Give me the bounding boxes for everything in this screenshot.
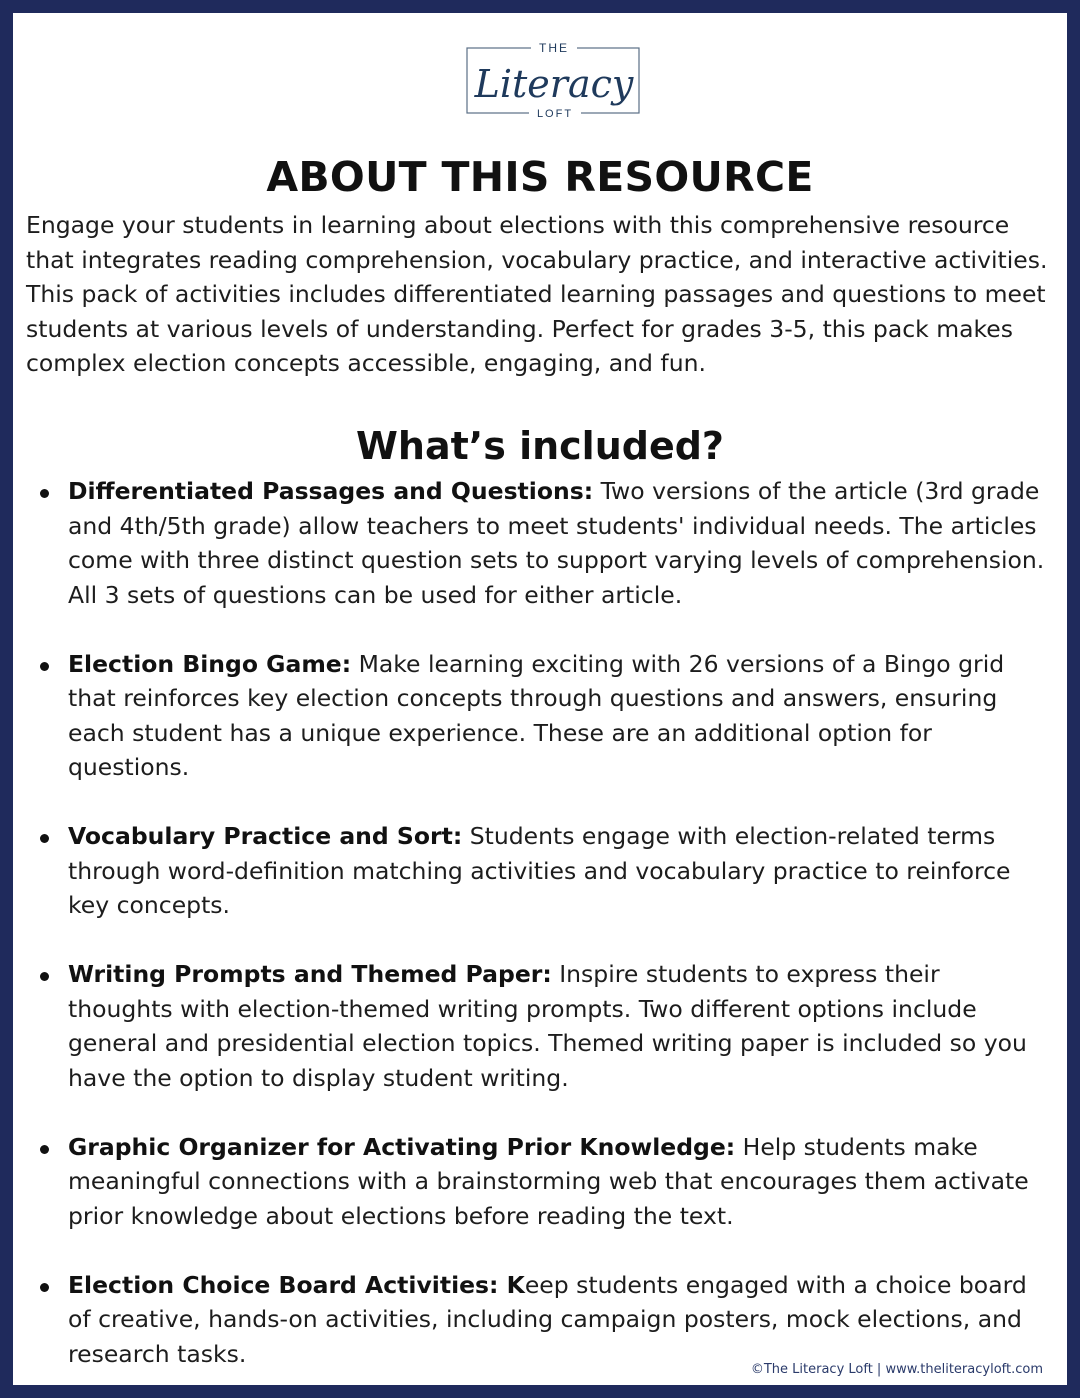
literacy-loft-logo [455, 33, 645, 123]
feature-item [40, 957, 1050, 1095]
feature-text: Make learning exciting with 26 versions of a Bingo grid that reinforces key election concepts through questions and answers, ensuring each student has a unique experience. These are an additional option for questions. [68, 649, 1005, 781]
bullet-icon [40, 662, 49, 671]
intro-paragraph: Engage your students in learning about elections with this comprehensive resource that integrates reading comprehension, vocabulary practice, and interactive activities. This pack of activities includes differentiated learning passages and questions to meet students at various levels of understanding. Perfect for grades 3-5, this pack makes complex election concepts accessible, engaging, and fun. [26, 211, 1048, 377]
bullet-icon [40, 1283, 49, 1292]
feature-item [40, 474, 1050, 612]
feature-name: Writing Prompts and Themed Paper: [68, 960, 552, 988]
feature-name: Differentiated Passages and Questions: [68, 477, 594, 505]
feature-text: Students engage with election-related terms through word-definition matching activities and vocabulary practice to reinforce key concepts. [68, 822, 1011, 919]
logo-loft: LOFT [536, 108, 574, 120]
feature-item [40, 819, 1050, 923]
feature-name: Election Bingo Game: [68, 649, 352, 678]
feature-text: Inspire students to express their thoughts with election-themed writing prompts. Two different options include general and presidential election topics. Themed writing paper is included so you have the option to display student writing. [68, 960, 1027, 1092]
resource-page [13, 13, 1067, 1385]
feature-text: Help students make meaningful connections with a brainstorming web that encourages them activate prior knowledge about elections before reading the text. [68, 1132, 1029, 1230]
section-title: What’s included? [356, 424, 724, 468]
feature-item [40, 1130, 1050, 1234]
feature-text: eep students engaged with a choice board of creative, hands-on activities, including campaign posters, mock elections, and research tasks. [68, 1270, 1027, 1368]
bullet-icon [40, 489, 49, 498]
logo-the: THE [539, 41, 569, 55]
copyright-footer: ©The Literacy Loft | www.theliteracyloft.com [750, 1362, 1043, 1377]
bullet-icon [40, 972, 49, 981]
feature-item [40, 1268, 1050, 1372]
feature-name: Graphic Organizer for Activating Prior Knowledge: [68, 1132, 736, 1161]
feature-name: Vocabulary Practice and Sort: [68, 822, 463, 850]
logo-script: Literacy [474, 62, 634, 106]
feature-list [40, 474, 1050, 1385]
bullet-icon [40, 1145, 49, 1154]
page-title: ABOUT THIS RESOURCE [266, 153, 814, 201]
bullet-icon [40, 834, 49, 843]
feature-item [40, 647, 1050, 785]
feature-name: Election Choice Board Activities: K [68, 1270, 525, 1299]
feature-text: Two versions of the article (3rd grade and 4th/5th grade) allow teachers to meet students' individual needs. The articles come with three distinct question sets to support varying levels of comprehension. All 3 sets of questions can be used for either article. [68, 477, 1045, 609]
